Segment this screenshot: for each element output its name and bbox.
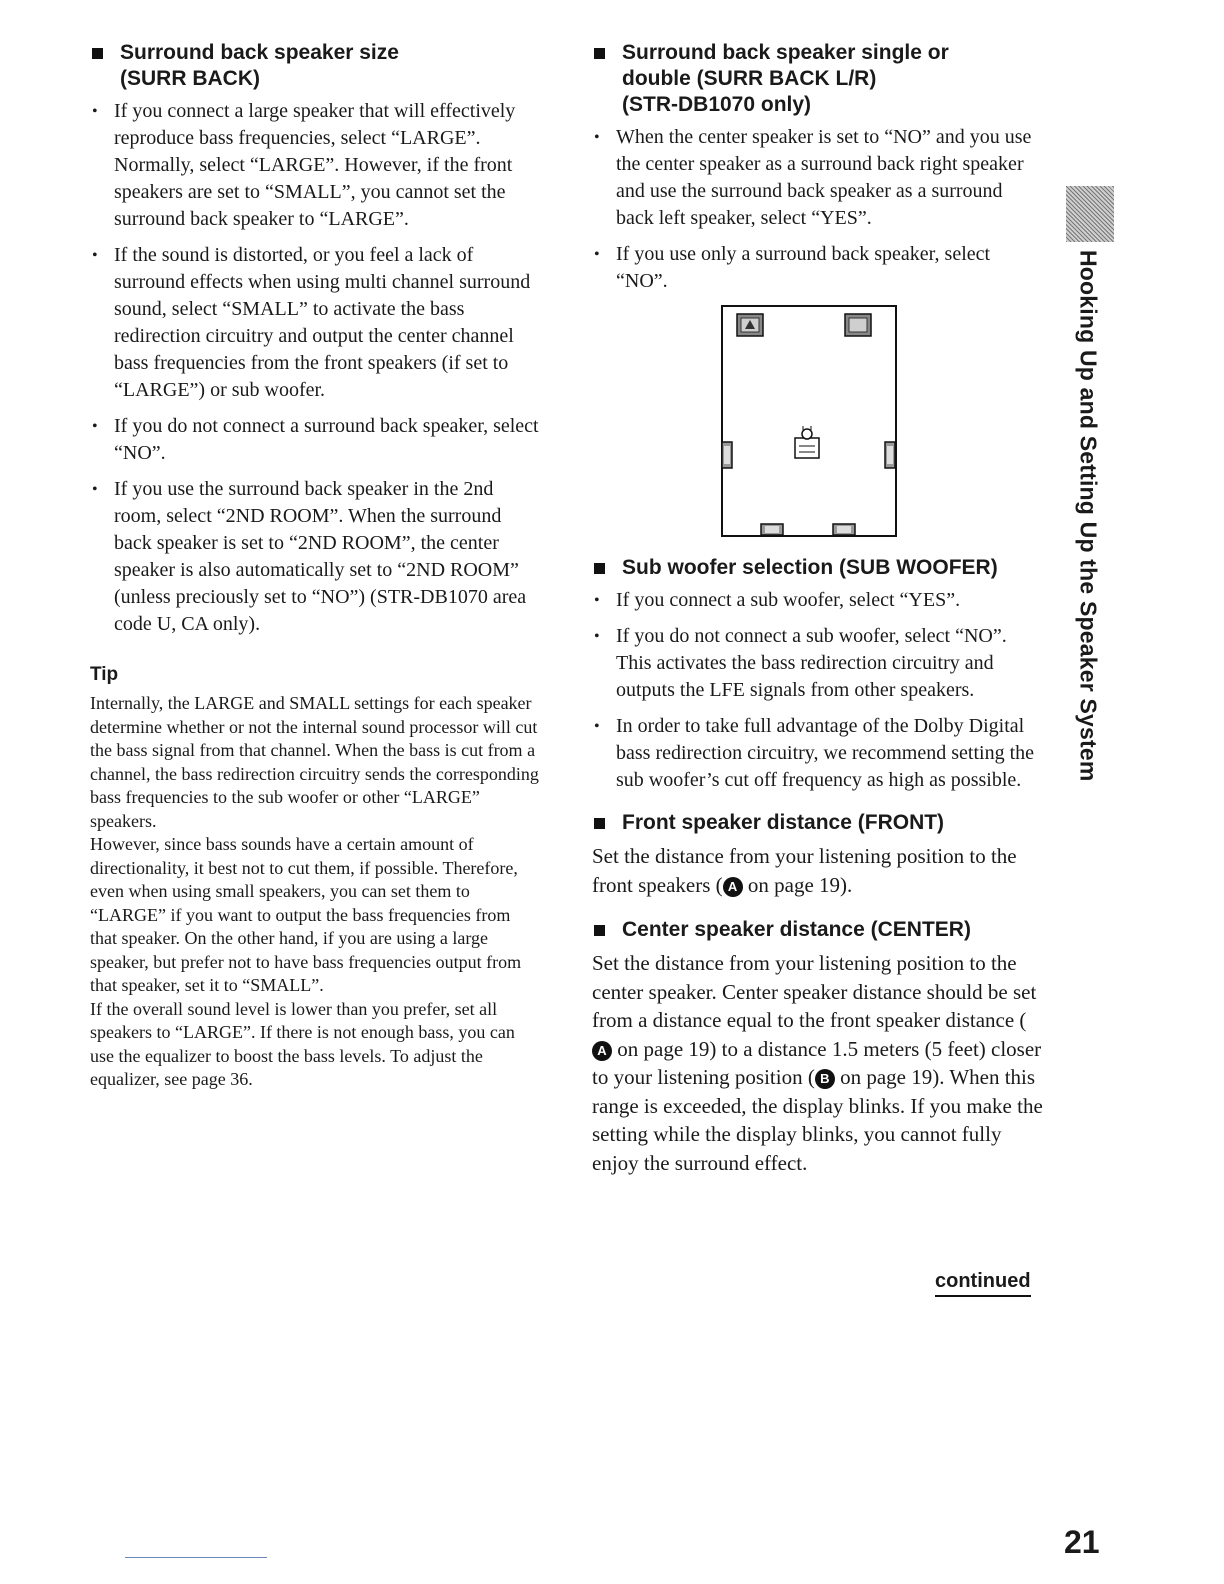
heading-square-icon — [92, 48, 103, 59]
bullet-icon: • — [594, 718, 600, 735]
front-distance-heading — [592, 810, 1044, 836]
bullet-icon: • — [594, 246, 600, 263]
bullet-text: If you use only a surround back speaker, select “NO”. — [616, 243, 991, 292]
heading-square-icon — [594, 563, 605, 574]
bullet-text: If you do not connect a surround back speaker, select “NO”. — [114, 415, 539, 464]
paragraph-text: on page 19). When this range is exceeded, the display blinks. If you make the setting while the display blinks, you cannot fully enjoy the surround effect. — [592, 1065, 1043, 1175]
bullet-text: If you connect a sub woofer, select “YES”. — [616, 589, 961, 611]
paragraph-text: Set the distance from your listening position to the front speakers ( — [592, 844, 1017, 897]
heading-square-icon — [594, 925, 605, 936]
bullet-text: If you connect a large speaker that will effectively reproduce bass frequencies, select “LARGE”. Normally, select “LARGE”. However, if the front speakers are set to “SMALL”, you cannot set the surround back speaker to “LARGE”. — [114, 100, 516, 230]
bullet-item — [592, 713, 1044, 794]
marker-b-icon: B — [815, 1069, 835, 1089]
bullet-item — [90, 98, 540, 233]
chapter-tab-marker — [1066, 186, 1114, 242]
bullet-icon: • — [594, 628, 600, 645]
surr-back-bullets — [90, 98, 540, 638]
marker-a-icon: A — [592, 1041, 612, 1061]
bullet-item — [90, 476, 540, 638]
surround-right-speaker-icon — [885, 442, 895, 468]
chapter-side-title-text: Hooking Up and Setting Up the Speaker System — [1075, 250, 1102, 782]
surround-back-right-speaker-icon — [833, 524, 855, 535]
tip-paragraph: Internally, the LARGE and SMALL settings for each speaker determine whether or not the internal sound processor will cut the bass signal from that channel. When the bass is cut from a channel, the bass redirection circuitry sends the corresponding bass frequencies to the sub woofer or other “LARGE” speakers. — [90, 693, 539, 831]
heading-line: (STR-DB1070 only) — [622, 93, 812, 116]
surround-left-speaker-icon — [722, 442, 732, 468]
sub-woofer-heading — [592, 555, 1044, 581]
heading-line: (SURR BACK) — [120, 67, 260, 90]
room-outline — [722, 306, 896, 536]
front-left-speaker-icon — [737, 314, 763, 336]
heading-line: double (SURR BACK L/R) — [622, 67, 877, 90]
bullet-icon: • — [594, 592, 600, 609]
heading-square-icon — [594, 818, 605, 829]
bullet-item — [90, 242, 540, 404]
bullet-icon: • — [92, 103, 98, 120]
tip-paragraph: If the overall sound level is lower than you prefer, set all speakers to “LARGE”. If there is not enough bass, you can use the equalizer to boost the bass levels. To adjust the equalizer, see page 36. — [90, 998, 515, 1089]
bullet-item — [592, 623, 1044, 704]
bullet-icon: • — [92, 481, 98, 498]
front-right-speaker-icon — [845, 314, 871, 336]
speaker-layout-svg — [719, 304, 899, 539]
bullet-text: If you use the surround back speaker in the 2nd room, select “2ND ROOM”. When the surround back speaker is set to “2ND ROOM”, the center speaker is also automatically set to “2ND ROOM” (unless preciously set to “NO”) (STR-DB1070 area code U, CA only). — [114, 478, 527, 635]
continued-label: continued — [935, 1270, 1031, 1297]
bullet-icon: • — [92, 418, 98, 435]
bullet-item — [592, 241, 1044, 295]
heading-line: Front speaker distance (FRONT) — [622, 811, 945, 834]
bullet-icon: • — [92, 247, 98, 264]
heading-line: Sub woofer selection (SUB WOOFER) — [622, 556, 998, 579]
chapter-side-title — [1066, 250, 1110, 840]
bullet-item — [592, 587, 1044, 614]
heading-square-icon — [594, 48, 605, 59]
tip-title: Tip — [90, 664, 119, 685]
center-distance-paragraph — [592, 949, 1044, 1177]
heading-line: Surround back speaker size — [120, 41, 399, 64]
paragraph-text: on page 19) to a distance 1.5 meters (5 feet) closer to your listening position ( — [592, 1036, 1042, 1089]
sub-woofer-bullets — [592, 587, 1044, 794]
heading-line: Center speaker distance (CENTER) — [622, 918, 971, 941]
marker-a-icon: A — [723, 877, 743, 897]
bullet-icon: • — [594, 129, 600, 146]
heading-line: Surround back speaker single or — [622, 41, 949, 64]
surr-back-lr-bullets — [592, 124, 1044, 295]
surr-back-heading — [90, 40, 540, 92]
left-column — [90, 40, 540, 1092]
paragraph-text: Set the distance from your listening position to the center speaker. Center speaker distance should be set from a distance equal to the front speaker distance ( — [592, 951, 1037, 1032]
front-distance-paragraph — [592, 842, 1044, 899]
center-distance-heading — [592, 917, 1044, 943]
page-number: 21 — [1064, 1524, 1100, 1560]
surr-back-lr-heading — [592, 40, 1044, 118]
bullet-text: If the sound is distorted, or you feel a lack of surround effects when using multi channel surround sound, select “SMALL” to activate the bass redirection circuitry and output the center channel bass frequencies from the front speakers (if set to “LARGE”) or sub woofer. — [114, 244, 531, 401]
bullet-item — [90, 413, 540, 467]
bullet-item — [592, 124, 1044, 232]
right-column — [592, 40, 1044, 1177]
bullet-text: In order to take full advantage of the Dolby Digital bass redirection circuitry, we recommend setting the sub woofer’s cut off frequency as high as possible. — [616, 715, 1034, 791]
surround-back-left-speaker-icon — [761, 524, 783, 535]
footer-rule — [125, 1557, 267, 1558]
speaker-layout-diagram — [719, 304, 899, 539]
paragraph-text: on page 19). — [742, 872, 853, 897]
bullet-text: If you do not connect a sub woofer, select “NO”. This activates the bass redirection circuitry and outputs the LFE signals from other speakers. — [616, 625, 1007, 701]
bullet-text: When the center speaker is set to “NO” and you use the center speaker as a surround back right speaker and use the surround back speaker as a surround back left speaker, select “YES”. — [616, 126, 1032, 229]
tip-paragraph: However, since bass sounds have a certain amount of directionality, it best not to cut them, if possible. Therefore, even when using small speakers, you can set them to “LARGE” if you want to output the bass frequencies from that speaker. On the other hand, if you are using a large speaker, but prefer not to have bass frequencies output from that speaker, set it to “SMALL”. — [90, 834, 522, 995]
